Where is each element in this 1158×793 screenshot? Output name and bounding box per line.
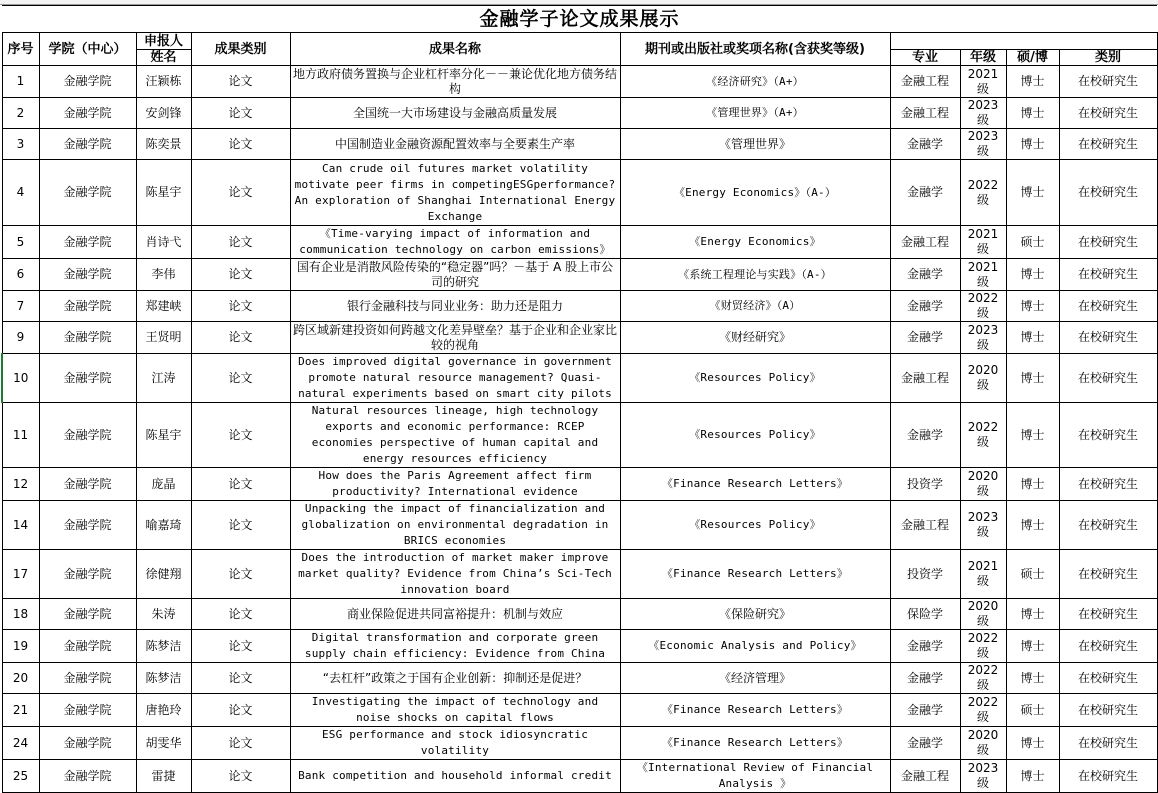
cell-degree: 博士: [1006, 760, 1059, 793]
cell-grade: 2022级: [960, 663, 1006, 694]
cell-grade: 2021级: [960, 226, 1006, 259]
cell-journal: 《Finance Research Letters》: [620, 468, 890, 501]
cell-grade: 2020级: [960, 354, 1006, 403]
table-row: [2, 663, 1157, 694]
cell-name: 汪颖栋: [136, 66, 191, 98]
cell-paper-title: 国有企业是消散风险传染的“稳定器”吗？－基于 A 股上市公司的研究: [290, 259, 620, 291]
table-row: [2, 129, 1157, 160]
cell-major: 金融学: [890, 129, 960, 160]
cell-name: 陈梦洁: [136, 663, 191, 694]
cell-name: 陈星宇: [136, 160, 191, 226]
cell-paper-title: 商业保险促进共同富裕提升：机制与效应: [290, 599, 620, 630]
cell-name: 陈奕景: [136, 129, 191, 160]
cell-degree: 博士: [1006, 403, 1059, 468]
header-type: 成果类别: [191, 33, 290, 66]
cell-seq: 1: [2, 66, 39, 98]
cell-major: 金融学: [890, 160, 960, 226]
cell-seq: 5: [2, 226, 39, 259]
cell-name: 雷捷: [136, 760, 191, 793]
cell-type: 论文: [191, 322, 290, 354]
cell-seq: 19: [2, 630, 39, 663]
cell-seq: 20: [2, 663, 39, 694]
cell-college: 金融学院: [39, 550, 136, 599]
header-major: 专业: [890, 50, 960, 66]
cell-journal: 《系统工程理论与实践》（A-）: [620, 259, 890, 291]
cell-degree: 博士: [1006, 354, 1059, 403]
table-row: [2, 760, 1157, 793]
cell-college: 金融学院: [39, 259, 136, 291]
cell-seq: 21: [2, 694, 39, 727]
cell-college: 金融学院: [39, 727, 136, 760]
cell-type: 论文: [191, 291, 290, 322]
cell-grade: 2020级: [960, 727, 1006, 760]
cell-type: 论文: [191, 403, 290, 468]
header-applicant: 申报人: [136, 33, 191, 50]
header-college: 学院（中心）: [39, 33, 136, 66]
cell-journal: 《保险研究》: [620, 599, 890, 630]
cell-grade: 2023级: [960, 98, 1006, 129]
cell-college: 金融学院: [39, 354, 136, 403]
header-category: 类别: [1059, 50, 1157, 66]
cell-type: 论文: [191, 694, 290, 727]
table-row: [2, 599, 1157, 630]
cell-paper-title: ESG performance and stock idiosyncratic volatility: [290, 727, 620, 760]
cell-journal: 《管理世界》: [620, 129, 890, 160]
cell-paper-title: How does the Paris Agreement affect firm productivity? International evidence: [290, 468, 620, 501]
cell-degree: 博士: [1006, 630, 1059, 663]
cell-degree: 博士: [1006, 663, 1059, 694]
cell-major: 金融学: [890, 322, 960, 354]
cell-journal: 《经济管理》: [620, 663, 890, 694]
header-journal: 期刊或出版社或奖项名称(含获奖等级): [620, 33, 890, 66]
cell-category: 在校研究生: [1059, 98, 1157, 129]
cell-degree: 博士: [1006, 468, 1059, 501]
cell-major: 保险学: [890, 599, 960, 630]
cell-category: 在校研究生: [1059, 550, 1157, 599]
table-row: [2, 727, 1157, 760]
cell-name: 郑建峡: [136, 291, 191, 322]
cell-name: 朱涛: [136, 599, 191, 630]
cell-type: 论文: [191, 160, 290, 226]
cell-grade: 2021级: [960, 66, 1006, 98]
cell-journal: 《Resources Policy》: [620, 354, 890, 403]
cell-type: 论文: [191, 226, 290, 259]
page-title: 金融学子论文成果展示: [2, 6, 1157, 33]
table-body: [2, 66, 1157, 793]
cell-degree: 博士: [1006, 259, 1059, 291]
cell-degree: 博士: [1006, 599, 1059, 630]
cell-journal: 《Energy Economics》（A-）: [620, 160, 890, 226]
cell-major: 金融工程: [890, 354, 960, 403]
table-row: [2, 259, 1157, 291]
cell-grade: 2020级: [960, 599, 1006, 630]
header-name: 姓名: [136, 50, 191, 66]
cell-name: 江涛: [136, 354, 191, 403]
cell-journal: 《Energy Economics》: [620, 226, 890, 259]
cell-type: 论文: [191, 468, 290, 501]
cell-major: 金融工程: [890, 501, 960, 550]
cell-name: 庞晶: [136, 468, 191, 501]
table-row: [2, 501, 1157, 550]
cell-major: 金融工程: [890, 760, 960, 793]
cell-type: 论文: [191, 259, 290, 291]
cell-paper-title: Natural resources lineage, high technology exports and economic performance: RCEP economies perspective of human capital and energy resources efficiency: [290, 403, 620, 468]
cell-name: 唐艳玲: [136, 694, 191, 727]
cell-grade: 2022级: [960, 694, 1006, 727]
cell-paper-title: Does the introduction of market maker improve market quality? Evidence from China’s Sci-Tech innovation board: [290, 550, 620, 599]
header-degree: 硕/博: [1006, 50, 1059, 66]
cell-paper-title: 全国统一大市场建设与金融高质量发展: [290, 98, 620, 129]
cell-degree: 博士: [1006, 98, 1059, 129]
cell-major: 金融学: [890, 663, 960, 694]
cell-paper-title: “去杠杆”政策之于国有企业创新：抑制还是促进？: [290, 663, 620, 694]
cell-college: 金融学院: [39, 403, 136, 468]
cell-category: 在校研究生: [1059, 322, 1157, 354]
table-row: [2, 354, 1157, 403]
cell-seq: 6: [2, 259, 39, 291]
table-row: [2, 630, 1157, 663]
cell-category: 在校研究生: [1059, 226, 1157, 259]
cell-category: 在校研究生: [1059, 663, 1157, 694]
cell-major: 金融工程: [890, 98, 960, 129]
cell-college: 金融学院: [39, 129, 136, 160]
cell-grade: 2023级: [960, 501, 1006, 550]
cell-category: 在校研究生: [1059, 468, 1157, 501]
cell-seq: 4: [2, 160, 39, 226]
cell-seq: 14: [2, 501, 39, 550]
cell-seq: 12: [2, 468, 39, 501]
cell-college: 金融学院: [39, 98, 136, 129]
cell-paper-title: 中国制造业金融资源配置效率与全要素生产率: [290, 129, 620, 160]
cell-paper-title: Can crude oil futures market volatility motivate peer firms in competingESGperformance? An exploration of Shanghai International Energy Exchange: [290, 160, 620, 226]
cell-major: 金融学: [890, 259, 960, 291]
cell-name: 王贤明: [136, 322, 191, 354]
cell-name: 安剑锋: [136, 98, 191, 129]
cell-category: 在校研究生: [1059, 727, 1157, 760]
table-row: [2, 226, 1157, 259]
cell-category: 在校研究生: [1059, 160, 1157, 226]
cell-college: 金融学院: [39, 760, 136, 793]
cell-name: 李伟: [136, 259, 191, 291]
cell-paper-title: Investigating the impact of technology and noise shocks on capital flows: [290, 694, 620, 727]
cell-type: 论文: [191, 550, 290, 599]
cell-type: 论文: [191, 129, 290, 160]
cell-name: 陈梦洁: [136, 630, 191, 663]
cell-degree: 博士: [1006, 727, 1059, 760]
cell-college: 金融学院: [39, 226, 136, 259]
cell-type: 论文: [191, 599, 290, 630]
cell-type: 论文: [191, 66, 290, 98]
cell-type: 论文: [191, 727, 290, 760]
table-row: [2, 160, 1157, 226]
cell-college: 金融学院: [39, 501, 136, 550]
cell-college: 金融学院: [39, 66, 136, 98]
cell-college: 金融学院: [39, 694, 136, 727]
cell-college: 金融学院: [39, 468, 136, 501]
cell-name: 陈星宇: [136, 403, 191, 468]
cell-degree: 硕士: [1006, 694, 1059, 727]
cell-seq: 9: [2, 322, 39, 354]
cell-degree: 博士: [1006, 291, 1059, 322]
cell-degree: 博士: [1006, 66, 1059, 98]
cell-seq: 10: [2, 354, 39, 403]
cell-type: 论文: [191, 501, 290, 550]
cell-journal: 《Resources Policy》: [620, 403, 890, 468]
cell-seq: 17: [2, 550, 39, 599]
cell-type: 论文: [191, 663, 290, 694]
cell-degree: 博士: [1006, 160, 1059, 226]
cell-grade: 2023级: [960, 129, 1006, 160]
cell-major: 金融学: [890, 291, 960, 322]
cell-name: 喻嘉琦: [136, 501, 191, 550]
table-row: [2, 98, 1157, 129]
cell-journal: 《Finance Research Letters》: [620, 727, 890, 760]
table-row: [2, 694, 1157, 727]
cell-type: 论文: [191, 760, 290, 793]
cell-seq: 7: [2, 291, 39, 322]
cell-major: 投资学: [890, 468, 960, 501]
cell-degree: 硕士: [1006, 226, 1059, 259]
cell-journal: 《Economic Analysis and Policy》: [620, 630, 890, 663]
cell-journal: 《Finance Research Letters》: [620, 550, 890, 599]
header-seq: 序号: [2, 33, 39, 66]
cell-seq: 2: [2, 98, 39, 129]
cell-major: 投资学: [890, 550, 960, 599]
cell-category: 在校研究生: [1059, 694, 1157, 727]
cell-grade: 2023级: [960, 760, 1006, 793]
cell-journal: 《财经研究》: [620, 322, 890, 354]
cell-college: 金融学院: [39, 663, 136, 694]
cell-name: 胡雯华: [136, 727, 191, 760]
table-row: [2, 403, 1157, 468]
header-grade: 年级: [960, 50, 1006, 66]
cell-journal: 《管理世界》（A+）: [620, 98, 890, 129]
cell-grade: 2022级: [960, 160, 1006, 226]
cell-journal: 《International Review of Financial Analysis 》: [620, 760, 890, 793]
header-paper: 成果名称: [290, 33, 620, 66]
cell-paper-title: 《Time-varying impact of information and communication technology on carbon emissions》: [290, 226, 620, 259]
table-row: [2, 322, 1157, 354]
cell-journal: 《Finance Research Letters》: [620, 694, 890, 727]
cell-degree: 博士: [1006, 501, 1059, 550]
cell-degree: 硕士: [1006, 550, 1059, 599]
cell-category: 在校研究生: [1059, 760, 1157, 793]
cell-college: 金融学院: [39, 291, 136, 322]
cell-category: 在校研究生: [1059, 354, 1157, 403]
table-row: [2, 468, 1157, 501]
cell-major: 金融学: [890, 403, 960, 468]
cell-seq: 18: [2, 599, 39, 630]
cell-category: 在校研究生: [1059, 291, 1157, 322]
cell-journal: 《财贸经济》（A）: [620, 291, 890, 322]
cell-name: 肖诗弋: [136, 226, 191, 259]
cell-grade: 2021级: [960, 550, 1006, 599]
cell-paper-title: 地方政府债务置换与企业杠杆率分化－－兼论优化地方债务结构: [290, 66, 620, 98]
cell-grade: 2021级: [960, 259, 1006, 291]
cell-category: 在校研究生: [1059, 66, 1157, 98]
cell-paper-title: Does improved digital governance in government promote natural resource management? Quasi-natural experiments based on smart city pilots: [290, 354, 620, 403]
cell-grade: 2022级: [960, 630, 1006, 663]
cell-major: 金融学: [890, 727, 960, 760]
cell-type: 论文: [191, 354, 290, 403]
cell-journal: 《Resources Policy》: [620, 501, 890, 550]
cell-journal: 《经济研究》（A+）: [620, 66, 890, 98]
cell-college: 金融学院: [39, 322, 136, 354]
cell-college: 金融学院: [39, 160, 136, 226]
cell-grade: 2023级: [960, 322, 1006, 354]
cell-paper-title: Digital transformation and corporate green supply chain efficiency: Evidence from China: [290, 630, 620, 663]
cell-seq: 25: [2, 760, 39, 793]
cell-grade: 2020级: [960, 468, 1006, 501]
cell-paper-title: Unpacking the impact of financialization and globalization on environmental degradation in BRICS economies: [290, 501, 620, 550]
cell-paper-title: 跨区域新建投资如何跨越文化差异壁垒？基于企业和企业家比较的视角: [290, 322, 620, 354]
cell-degree: 博士: [1006, 129, 1059, 160]
cell-category: 在校研究生: [1059, 259, 1157, 291]
cell-type: 论文: [191, 630, 290, 663]
cell-seq: 24: [2, 727, 39, 760]
cell-grade: 2022级: [960, 291, 1006, 322]
header-blank: [890, 33, 1157, 50]
cell-major: 金融学: [890, 694, 960, 727]
cell-major: 金融工程: [890, 226, 960, 259]
cell-college: 金融学院: [39, 599, 136, 630]
cell-type: 论文: [191, 98, 290, 129]
cell-category: 在校研究生: [1059, 403, 1157, 468]
table-row: [2, 550, 1157, 599]
table-row: [2, 291, 1157, 322]
cell-category: 在校研究生: [1059, 129, 1157, 160]
achievements-table: [1, 5, 1158, 793]
cell-paper-title: 银行金融科技与同业业务：助力还是阻力: [290, 291, 620, 322]
table-row: [2, 66, 1157, 98]
cell-name: 徐健翔: [136, 550, 191, 599]
cell-major: 金融学: [890, 630, 960, 663]
cell-degree: 博士: [1006, 322, 1059, 354]
cell-paper-title: Bank competition and household informal credit: [290, 760, 620, 793]
cell-college: 金融学院: [39, 630, 136, 663]
cell-category: 在校研究生: [1059, 501, 1157, 550]
cell-seq: 3: [2, 129, 39, 160]
cell-grade: 2022级: [960, 403, 1006, 468]
cell-seq: 11: [2, 403, 39, 468]
cell-category: 在校研究生: [1059, 599, 1157, 630]
cell-major: 金融工程: [890, 66, 960, 98]
cell-category: 在校研究生: [1059, 630, 1157, 663]
